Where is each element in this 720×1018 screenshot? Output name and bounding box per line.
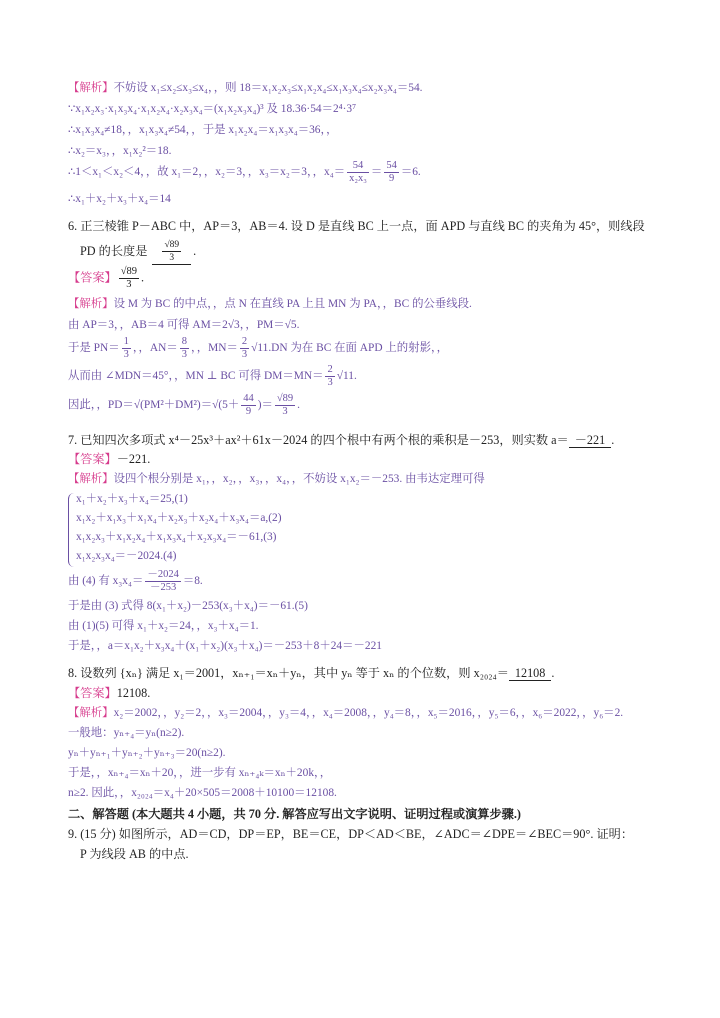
fraction: $\frac{-2024}{-253}$ (147, 569, 179, 593)
analysis-tag: 【解析】 (68, 473, 114, 485)
solution-7-line-2: 由 (4) 有 x₃x₄＝ $\frac{-2024}{-253}$ ＝8. (68, 569, 203, 593)
solution-8-line-3: yₙ＋yₙ₊₁＋yₙ₊₂＋yₙ₊₃＝20(n≥2). (68, 747, 226, 759)
answer-6: 【答案】 $\frac{√89}{3}$ . (68, 266, 145, 290)
solution-8-line-4: 于是，，xₙ₊₄＝xₙ＋20，，进一步有 xₙ₊₄ₖ＝xₙ＋20k，， (68, 767, 332, 779)
solution-8-line-5: n≥2. 因此，，x₂₀₂₄＝x₄＋20×505＝2008＋10100＝12108. (68, 787, 337, 799)
vieta-equation-1: x₁＋x₂＋x₃＋x₄＝25,(1) (76, 493, 188, 505)
section-heading: 二、解答题 (本大题共 4 小题，共 70 分. 解答应写出文字说明、证明过程或演算步骤.) (68, 807, 521, 821)
fraction: $\frac{8}{3}$ (181, 336, 188, 360)
answer-tag: 【答案】 (68, 270, 117, 285)
solution-6-line-2: 由 AP＝3，，AB＝4 可得 AM＝2√3，，PM＝√5. (68, 319, 300, 331)
solution-7-line-1: 【解析】设四个根分别是 x₁，，x₂，，x₃，，x₄，，不妨设 x₁x₂＝－253. 由韦达定理可得 (68, 473, 485, 485)
solution-5-line-6: ∴x₁＋x₂＋x₃＋x₄＝14 (68, 193, 171, 205)
solution-5-line-4: ∴x₂＝x₃，，x₁x₂²＝18. (68, 145, 172, 157)
solution-7-line-5: 于是，，a＝x₁x₂＋x₃x₄＋(x₁＋x₂)(x₃＋x₄)＝－253＋8＋24＝－221 (68, 640, 382, 652)
question-6-line-2: PD 的长度是 $\frac{√89}{3}$ . (80, 240, 197, 263)
vieta-equation-2: x₁x₂＋x₁x₃＋x₁x₄＋x₂x₃＋x₂x₄＋x₃x₄＝a,(2) (76, 512, 282, 524)
solution-7-line-3: 于是由 (3) 式得 8(x₁＋x₂)－253(x₃＋x₄)＝－61.(5) (68, 600, 308, 612)
question-9-line-2: P 为线段 AB 的中点. (80, 847, 189, 861)
question-6-line-1: 6. 正三棱锥 P－ABC 中，AP＝3，AB＝4. 设 D 是直线 BC 上一点，面 APD 与直线 BC 的夹角为 45°，则线段 (68, 219, 645, 233)
fraction: $\frac{2}{3}$ (241, 336, 248, 360)
solution-6-line-1: 【解析】设 M 为 BC 的中点，，点 N 在直线 PA 上且 MN 为 PA，，BC 的公垂线段. (68, 298, 472, 310)
solution-5-line-3: ∴x₁x₃x₄≠18，，x₁x₃x₄≠54，，于是 x₁x₂x₄＝x₁x₃x₄＝36，， (68, 124, 338, 136)
analysis-tag: 【解析】 (68, 707, 114, 719)
solution-6-line-4: 从而由 ∠MDN＝45°，，MN ⊥ BC 可得 DM＝MN＝ $\frac{2}{3}$ √11. (68, 364, 357, 388)
solution-6-line-3: 于是 PN＝ $\frac{1}{3}$ ，，AN＝ $\frac{8}{3}$ ，，MN＝ $\frac{2}{3}$ √11.DN 为在 BC 在面 APD 上的射影，， (68, 336, 449, 360)
solution-8-line-1: 【解析】x₂＝2002，，y₂＝2，，x₃＝2004，，y₃＝4，，x₄＝2008，，y₄＝8，，x₅＝2016，，y₅＝6，，x₆＝2022，，y₆＝2. (68, 707, 624, 719)
answer-tag: 【答案】 (68, 686, 117, 700)
question-8: 8. 设数列 {xₙ} 满足 x₁＝2001，xₙ₊₁＝xₙ＋yₙ，其中 yₙ 等于 xₙ 的个位数，则 x₂₀₂₄＝ 12108 . (68, 666, 555, 680)
fraction: $\frac{2}{3}$ (327, 364, 333, 388)
vieta-equation-3: x₁x₂x₃＋x₁x₂x₄＋x₁x₃x₄＋x₂x₃x₄＝－61,(3) (76, 531, 277, 543)
answer-blank-6: $\frac{√89}{3}$ (152, 239, 191, 265)
vieta-equation-4: x₁x₂x₃x₄＝－2024.(4) (76, 550, 177, 562)
answer-tag: 【答案】 (68, 452, 117, 466)
analysis-tag: 【解析】 (68, 82, 114, 94)
solution-7-line-4: 由 (1)(5) 可得 x₁＋x₂＝24，，x₃＋x₄＝1. (68, 620, 259, 632)
fraction: $\frac{√89}{3}$ (276, 393, 294, 417)
fraction: $\frac{√89}{3}$ (120, 266, 138, 290)
solution-5-line-2: ∵x₁x₂x₃·x₁x₃x₄·x₁x₂x₄·x₂x₃x₄＝(x₁x₂x₃x₄)³ 及 18.36·54＝2⁴·3⁷ (68, 103, 357, 115)
answer-blank-8: 12108 (509, 667, 551, 681)
fraction: $\frac{44}{9}$ (243, 393, 254, 417)
solution-6-line-5: 因此，，PD＝√(PM²＋DM²)＝√(5＋ $\frac{44}{9}$ )＝ $\frac{√89}{3}$ . (68, 393, 301, 417)
answer-8: 【答案】12108. (68, 686, 151, 700)
solution-8-line-2: 一般地：yₙ₊₄＝yₙ(n≥2). (68, 727, 185, 739)
analysis-tag: 【解析】 (68, 298, 114, 310)
answer-blank-7: －221 (569, 434, 611, 448)
solution-5-line-5: ∴1＜x₁＜x₂＜4，，故 x₁＝2，，x₂＝3，，x₃＝x₂＝3，，x₄＝ $\frac{54}{\text{x₂x₃}}$ ＝ $\frac{54}{9}$ ＝6. (68, 160, 421, 184)
solution-5-line-1: 【解析】不妨设 x₁≤x₂≤x₃≤x₄，，则 18＝x₁x₂x₃≤x₁x₂x₄≤x₁x₃x₄≤x₂x₃x₄＝54. (68, 82, 423, 94)
equation-system-brace (68, 493, 75, 567)
answer-7: 【答案】－221. (68, 452, 151, 466)
question-7: 7. 已知四次多项式 x⁴－25x³＋ax²＋61x－2024 的四个根中有两个根的乘积是－253，则实数 a＝ －221 . (68, 433, 615, 447)
fraction: $\frac{54}{9}$ (386, 160, 397, 184)
fraction: $\frac{54}{\text{x₂x₃}}$ (349, 160, 367, 184)
fraction: $\frac{1}{3}$ (123, 336, 129, 360)
question-9-line-1: 9. (15 分) 如图所示，AD＝CD，DP＝EP，BE＝CE，DP＜AD＜BE，∠ADC＝∠DPE＝∠BEC＝90°. 证明： (68, 827, 634, 841)
